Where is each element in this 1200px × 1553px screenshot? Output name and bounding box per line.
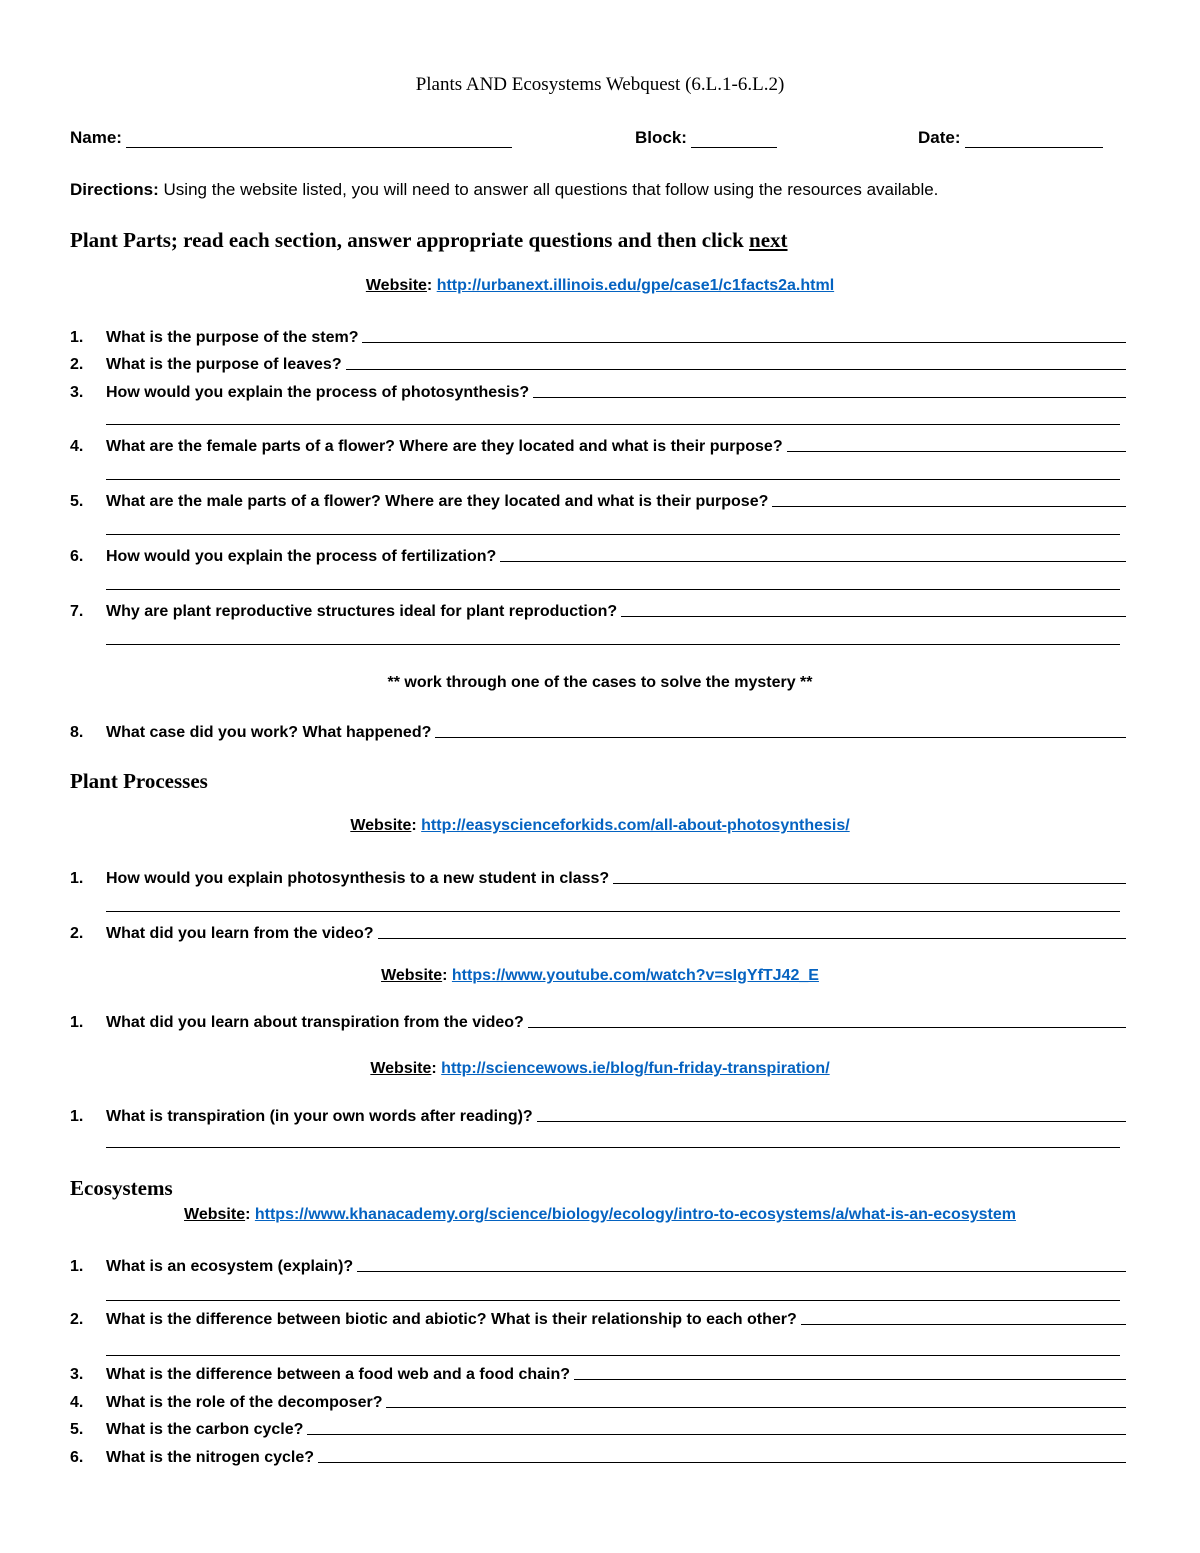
question-row [70, 432, 1126, 456]
question-number: 7. [70, 603, 84, 620]
question-number: 6. [70, 1449, 84, 1466]
section-heading-ecosystems: Ecosystems [70, 1176, 173, 1200]
question-number: 3. [70, 1366, 84, 1383]
page-title: Plants AND Ecosystems Webquest (6.L.1-6.L.2) [415, 74, 785, 95]
question-text: What are the male parts of a flower? Where are they located and what is their purpose? [106, 493, 769, 510]
question-number: 1. [70, 870, 84, 887]
question-text: What case did you work? What happened? [106, 724, 432, 741]
website-label: Website [365, 277, 427, 294]
question-number: 2. [70, 356, 84, 373]
question-row [70, 1415, 1126, 1439]
website-label: Website [381, 967, 443, 984]
answer-line[interactable] [346, 368, 1126, 370]
answer-line[interactable] [533, 396, 1126, 398]
answer-line[interactable] [621, 615, 1126, 617]
question-text: How would you explain the process of photosynthesis? [106, 384, 530, 401]
directions-label: Directions: [70, 180, 159, 199]
question-row [70, 864, 1126, 888]
question-number: 4. [70, 1394, 84, 1411]
name-line[interactable] [126, 129, 512, 148]
question-number: 3. [70, 384, 84, 401]
question-row [70, 542, 1126, 566]
question-row [70, 350, 1126, 374]
directions [70, 180, 1130, 200]
website-label: Website [370, 1060, 432, 1077]
section-heading-plant-processes: Plant Processes [70, 769, 208, 793]
answer-line[interactable] [500, 560, 1126, 562]
question-number: 5. [70, 493, 84, 510]
question-text: What are the female parts of a flower? Where are they located and what is their purpose? [106, 438, 783, 455]
photosynthesis-url-link[interactable]: http://easyscienceforkids.com/all-about-photosynthesis/ [421, 817, 850, 834]
answer-line-continuation[interactable] [106, 479, 1120, 480]
answer-line[interactable] [772, 505, 1126, 507]
question-row [70, 378, 1126, 402]
answer-line[interactable] [435, 736, 1126, 738]
answer-line-continuation[interactable] [106, 534, 1120, 535]
question-text: What did you learn from the video? [106, 925, 374, 942]
block-label: Block: [635, 128, 687, 147]
question-number: 8. [70, 724, 84, 741]
question-number: 2. [70, 925, 84, 942]
section-heading-plant-parts [70, 228, 788, 253]
name-label: Name: [70, 128, 122, 147]
website-line-photosynthesis: Website: http://easyscienceforkids.com/all-about-photosynthesis/ [350, 817, 850, 834]
question-text: What is transpiration (in your own words after reading)? [106, 1108, 533, 1125]
question-number: 2. [70, 1311, 84, 1328]
date-label: Date: [918, 128, 961, 147]
question-row [70, 1008, 1126, 1032]
question-row [70, 323, 1126, 347]
answer-line-continuation[interactable] [106, 911, 1120, 912]
sciencewows-url-link[interactable]: http://sciencewows.ie/blog/fun-friday-transpiration/ [441, 1060, 830, 1077]
answer-line[interactable] [357, 1270, 1126, 1272]
question-number: 1. [70, 1014, 84, 1031]
next-link-text: next [749, 228, 788, 252]
answer-line[interactable] [787, 450, 1126, 452]
question-row [70, 487, 1126, 511]
question-number: 4. [70, 438, 84, 455]
website-line-khanacademy: Website: https://www.khanacademy.org/science/biology/ecology/intro-to-ecosystems/a/what-is-an-ecosystem [184, 1206, 1016, 1223]
answer-line[interactable] [613, 882, 1126, 884]
plant-parts-url-link[interactable]: http://urbanext.illinois.edu/gpe/case1/c1facts2a.html [436, 277, 835, 294]
website-label: Website [184, 1206, 246, 1223]
student-info-row [70, 128, 1120, 154]
question-row [70, 1360, 1126, 1384]
answer-line-continuation[interactable] [106, 589, 1120, 590]
question-text: What is an ecosystem (explain)? [106, 1258, 354, 1275]
question-row [70, 1102, 1126, 1126]
question-row [70, 1305, 1126, 1329]
website-line-youtube: Website: https://www.youtube.com/watch?v=sIgYfTJ42_E [381, 967, 819, 984]
question-text: What is the carbon cycle? [106, 1421, 304, 1438]
question-text: Why are plant reproductive structures ideal for plant reproduction? [106, 603, 618, 620]
question-text: What is the purpose of the stem? [106, 329, 359, 346]
answer-line[interactable] [801, 1323, 1126, 1325]
question-text: What did you learn about transpiration from the video? [106, 1014, 524, 1031]
question-text: How would you explain photosynthesis to a new student in class? [106, 870, 610, 887]
question-row [70, 919, 1126, 943]
youtube-url-link[interactable]: https://www.youtube.com/watch?v=sIgYfTJ42_E [451, 967, 819, 984]
answer-line-continuation[interactable] [106, 424, 1120, 425]
question-number: 1. [70, 329, 84, 346]
question-row [70, 1388, 1126, 1412]
question-text: How would you explain the process of fertilization? [106, 548, 497, 565]
question-number: 5. [70, 1421, 84, 1438]
question-row [70, 718, 1126, 742]
question-text: What is the nitrogen cycle? [106, 1449, 315, 1466]
directions-text: Using the website listed, you will need to answer all questions that follow using the resources available. [163, 180, 939, 199]
website-label: Website [350, 817, 412, 834]
khanacademy-url-link[interactable]: https://www.khanacademy.org/science/biology/ecology/intro-to-ecosystems/a/what-is-an-ecosystem [254, 1206, 1016, 1223]
website-line-sciencewows: Website: http://sciencewows.ie/blog/fun-friday-transpiration/ [370, 1060, 830, 1077]
website-line-plant-parts: Website: http://urbanext.illinois.edu/gpe/case1/c1facts2a.html [365, 277, 835, 294]
answer-line[interactable] [386, 1406, 1126, 1408]
question-text: What is the role of the decomposer? [106, 1394, 383, 1411]
answer-line[interactable] [574, 1378, 1126, 1380]
question-text: What is the difference between biotic and abiotic? What is their relationship to each other? [106, 1311, 797, 1328]
answer-line[interactable] [318, 1461, 1126, 1463]
question-number: 1. [70, 1258, 84, 1275]
date-field [918, 128, 1103, 148]
question-row [70, 597, 1126, 621]
question-text: What is the difference between a food web and a food chain? [106, 1366, 571, 1383]
question-row [70, 1443, 1126, 1467]
answer-line[interactable] [378, 937, 1126, 939]
answer-line[interactable] [537, 1120, 1126, 1122]
block-line[interactable] [691, 129, 777, 148]
answer-line-continuation[interactable] [106, 1355, 1120, 1356]
block-field [635, 128, 777, 148]
answer-line-continuation[interactable] [106, 1300, 1120, 1301]
question-number: 6. [70, 548, 84, 565]
answer-line-continuation[interactable] [106, 1147, 1120, 1148]
question-number: 1. [70, 1108, 84, 1125]
question-row [70, 1252, 1126, 1276]
name-field [70, 128, 512, 148]
answer-line[interactable] [362, 341, 1126, 343]
plant-parts-heading-text: Plant Parts; read each section, answer appropriate questions and then click [70, 228, 744, 252]
mystery-note: ** work through one of the cases to solve the mystery ** [387, 674, 813, 691]
answer-line[interactable] [307, 1433, 1126, 1435]
answer-line-continuation[interactable] [106, 644, 1120, 645]
date-line[interactable] [965, 129, 1103, 148]
question-text: What is the purpose of leaves? [106, 356, 342, 373]
answer-line[interactable] [528, 1026, 1126, 1028]
